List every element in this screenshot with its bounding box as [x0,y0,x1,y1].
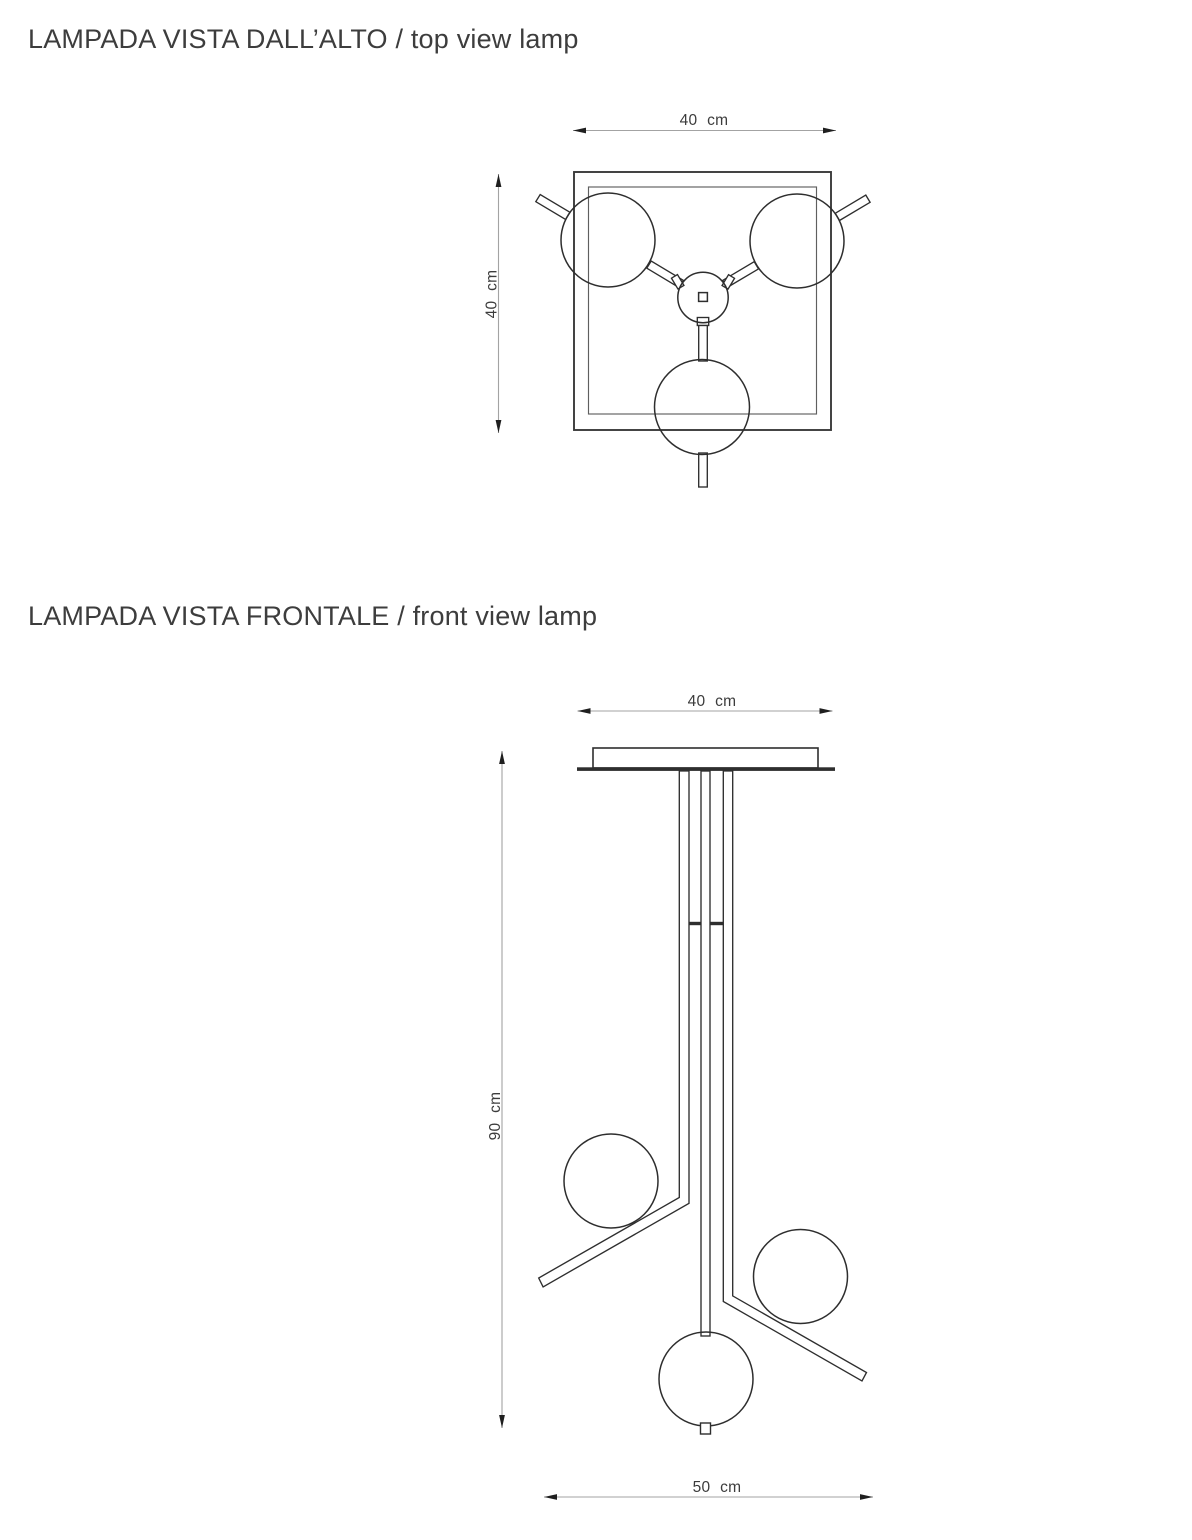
dimension-label: 50 cm [692,1479,742,1496]
arm-bottom-inner-segment [699,326,708,362]
tube-center-straight [701,771,710,1336]
sphere-bottom [655,360,750,455]
arrow-right-icon [823,128,836,134]
top-view-title: LAMPADA VISTA DALL’ALTO / top view lamp [28,24,579,54]
sphere-center-bottom [659,1332,753,1426]
sphere-right [754,1230,848,1324]
arrow-down-icon [496,420,502,433]
arrow-up-icon [496,174,502,187]
dimension-label: 40 cm [483,269,501,319]
arm-bottom-outer-segment [699,453,708,487]
top-view-arms [536,195,870,488]
front-view-drawing [487,693,873,1500]
hub-circle [678,272,728,322]
arm-bottom-collar [697,318,708,326]
front-view-title: LAMPADA VISTA FRONTALE / front view lamp [28,601,598,631]
arm-upper-right-outer-segment [835,195,870,220]
front-view-width-dimension [578,693,833,714]
top-view-width-dimension [573,112,836,133]
arrow-left-icon [544,1494,557,1500]
tube-joint-tick-left [689,922,702,925]
dimension-label: 40 cm [687,693,737,710]
sphere-top-right [750,194,844,288]
dimension-label: 90 cm [487,1091,504,1141]
arrow-left-icon [573,128,586,134]
front-view-height-dimension [487,751,505,1428]
tube-joint-tick-right [710,922,724,925]
collar-joint [722,275,734,289]
arm-upper-left-outer-segment [536,195,570,220]
tube-left-bent [539,771,689,1287]
sphere-top-left [561,193,655,287]
sphere-bottom-finial [701,1423,711,1434]
top-view-height-dimension [484,174,502,433]
arm-upper-left-collar [671,275,683,289]
sphere-left [564,1134,658,1228]
canopy-inner-square [589,187,817,414]
canopy-body [593,748,818,768]
top-view-drawing [484,112,871,487]
collar-joint [671,275,683,289]
hub-stem-square [699,293,708,302]
arrow-left-icon [578,708,591,714]
dimension-label: 40 cm [679,112,729,129]
arrow-up-icon [499,751,505,764]
arm-upper-right-collar [722,275,734,289]
arrow-right-icon [820,708,833,714]
arrow-right-icon [860,1494,873,1500]
front-view-spread-dimension [544,1479,873,1500]
arrow-down-icon [499,1415,505,1428]
front-view-tubes [539,771,867,1381]
